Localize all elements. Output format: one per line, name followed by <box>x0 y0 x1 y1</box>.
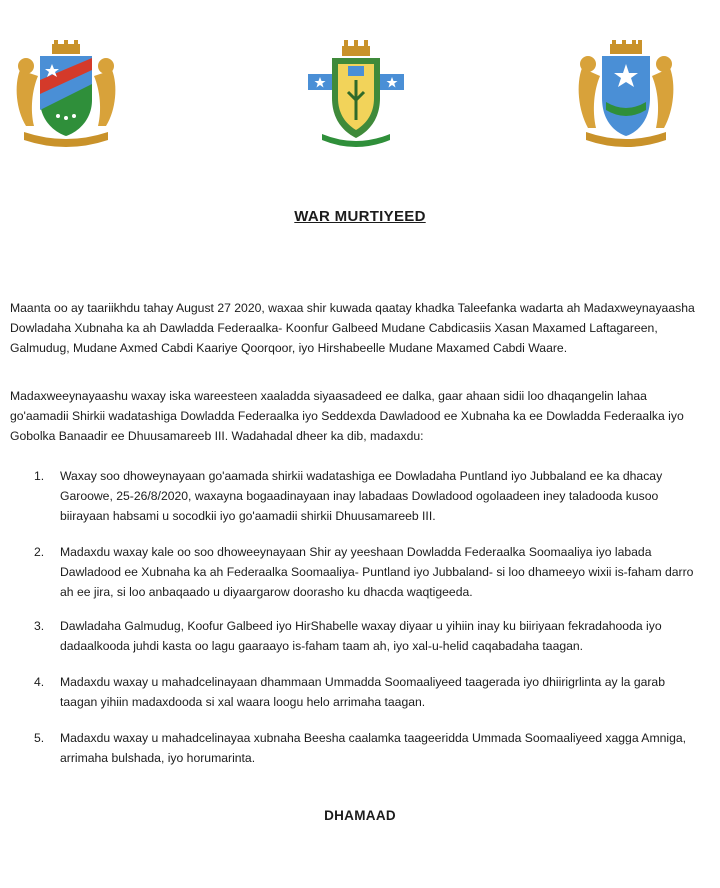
item-number: 3. <box>34 619 45 633</box>
closing-word: DHAMAAD <box>324 808 396 823</box>
intro-paragraph: Maanta oo ay taariikhdu tahay August 27 2020, waxaa shir kuwada qaatay khadka Taleefanka wadarta ah Madaxweynayaasha Dowladaha Xubnaha ka ah Dawladda Federaalka- Koonfur Galbeed Mudane Cabdicasiis Xasan Maxamed Laftagareen, Galmudug, Mudane Axmed Cabdi Kaariye Qoorqoor, iyo Hirshabeelle Mudane Maxamed Cabdi Waare. <box>10 301 695 355</box>
item-text: Madaxdu waxay kale oo soo dhoweeynayaan Shir ay yeeshaan Dowladda Federaalka Soomaaliya iyo labada Dawladood ee Xubnaha ka ah Federaalka Soomaaliya- Puntland iyo Jubbaland- si loo dhameeyo wixii is-faham darro ah ee jira, si loo anbaqaado u diyaargarow doorasho ku dhacda waqtigeeda. <box>60 545 694 599</box>
item-text: Waxay soo dhoweynayaan go'aamada shirkii wadatashiga ee Dowladaha Puntland iyo Jubbaland ee ka dhacay Garoowe, 25-26/8/2020, waxayna bogaadinayaan inay labadaas Dowladood ogolaadeen iney taladooda kusoo biirayaan habsami u socodkii iyo go'aamadii shirkii Dhuusamareeb III. <box>60 469 663 523</box>
item-number: 1. <box>34 469 45 483</box>
item-number: 5. <box>34 731 45 745</box>
hirshabelle-emblem-icon <box>302 40 410 152</box>
document-title: WAR MURTIYEED <box>294 208 426 225</box>
item-number: 2. <box>34 545 45 559</box>
galmudug-emblem-icon <box>572 40 680 152</box>
south-west-emblem-icon <box>12 40 120 152</box>
item-number: 4. <box>34 675 45 689</box>
item-text: Madaxdu waxay u mahadcelinayaa xubnaha Beesha caalamka taageeridda Ummada Soomaaliyeed xagga Amniga, arrimaha bulshada, iyo horumarinta. <box>60 731 687 765</box>
context-paragraph: Madaxweeynayaashu waxay iska wareesteen xaaladda siyaasadeed ee dalka, gaar ahaan sidii loo dhaqangelin lahaa go'aamadii Shirkii wadatashiga Dowladda Federaalka iyo Seddexda Dawladood ee Xubnaha ka ee Dowladda Federaalka iyo Gobolka Banaadir ee Dhuusamareeb III. Wadahadal dheer ka dib, madaxdu: <box>10 389 684 443</box>
item-text: Madaxdu waxay u mahadcelinayaan dhammaan Ummadda Soomaaliyeed taagerada iyo dhiirigrlinta ay la garab taagan yihiin madaxdooda si xal waara loogu helo arrimaha taagan. <box>60 675 665 709</box>
item-text: Dawladaha Galmudug, Koofur Galbeed iyo HirShabelle waxay diyaar u yihiin inay ku biiriyaan fekradahooda iyo dadaalkooda juhdi kasta oo lagu gaaraayo is-faham taam ah, iyo xal-u-helid caqabadaha taagan. <box>60 619 662 653</box>
